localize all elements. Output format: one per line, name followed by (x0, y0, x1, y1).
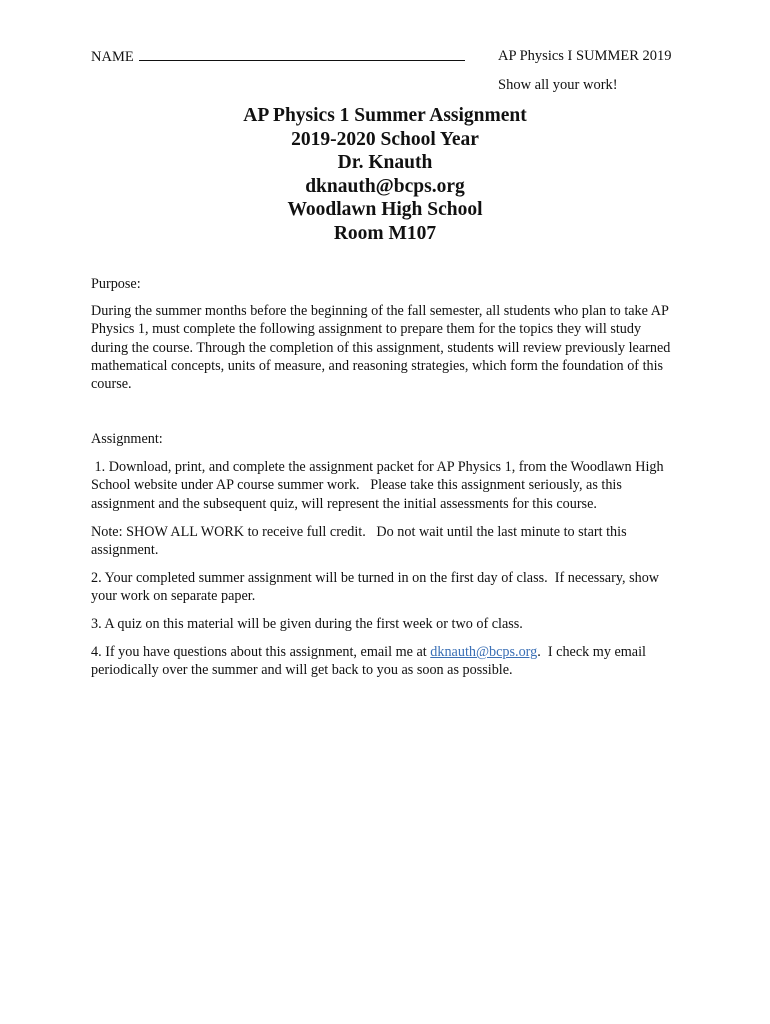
title-line-teacher: Dr. Knauth (337, 152, 433, 174)
document-title (0, 104, 770, 246)
title-line-room: Room M107 (333, 222, 437, 244)
purpose-paragraph: During the summer months before the beginning of the fall semester, all students who plan to take AP Physics 1, must complete the following assignment to prepare them for the topics they will study during the course. Through the completion of this assignment, students will review previously learned mathematical concepts, units of measure, and reasoning strategies, which form the foundation of this course. (91, 303, 671, 393)
email-link[interactable]: dknauth@bcps.org (430, 644, 538, 660)
assignment-heading: Assignment: (91, 431, 163, 447)
assignment-item-2: 2. Your completed summer assignment will be turned in on the first day of class. If necessary, show your work on separate paper. (91, 570, 663, 605)
title-line-assignment: AP Physics 1 Summer Assignment (243, 105, 527, 126)
purpose-heading: Purpose: (91, 276, 141, 292)
title-line-email: dknauth@bcps.org (305, 175, 465, 197)
show-work-instruction: Show all your work! (498, 77, 618, 93)
item-4-text-end: . I check my email periodically over the summer and will get back to you as soon as possible. (91, 644, 650, 679)
name-label: NAME (91, 49, 134, 65)
assignment-item-1: 1. Download, print, and complete the assignment packet for AP Physics 1, from the Woodlawn High School website under AP course summer work. Please take this assignment seriously, as this assignment and the subsequent quiz, will represent the initial assessments for this course. (91, 459, 668, 512)
title-line-school: Woodlawn High School (287, 199, 483, 221)
name-blank-line (139, 46, 465, 61)
assignment-item-4 (91, 643, 681, 680)
course-label: AP Physics I SUMMER 2019 (498, 48, 672, 64)
name-field (91, 46, 465, 67)
item-4-text-start: 4. If you have questions about this assignment, email me at (91, 644, 431, 660)
assignment-note: Note: SHOW ALL WORK to receive full credit. Do not wait until the last minute to start this assignment. (91, 524, 631, 559)
title-line-school-year: 2019-2020 School Year (291, 128, 479, 150)
assignment-item-3: 3. A quiz on this material will be given during the first week or two of class. (91, 616, 523, 632)
